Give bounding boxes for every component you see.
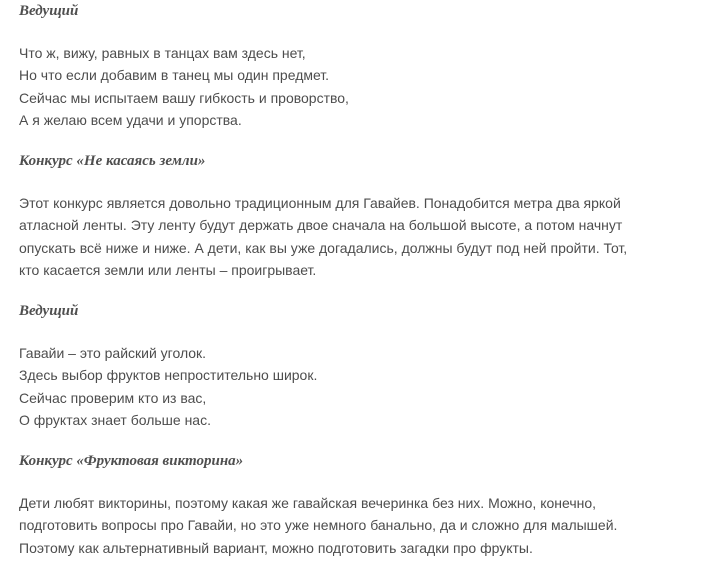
- paragraph-contest-quiz: [19, 492, 617, 559]
- paragraph-line: кто касается земли или ленты – проигрывает.: [19, 261, 317, 278]
- section-heading-host: Ведущий: [19, 3, 79, 19]
- paragraph-contest-ground: [19, 192, 627, 281]
- paragraph-line: Этот конкурс является довольно традиционным для Гавайев. Понадобится метра два яркой: [19, 195, 621, 211]
- paragraph-line: опускать всё ниже и ниже. А дети, как вы уже догадались, должны будут под ней пройти. Тот,: [19, 239, 628, 256]
- verse-host-intro: [19, 42, 349, 131]
- verse-line: Гавайи – это райский уголок.: [19, 345, 207, 361]
- paragraph-line: атласной ленты. Эту ленту будут держать двое сначала на большой высоте, а потом начнут: [19, 217, 623, 234]
- paragraph-line: подготовить вопросы про Гавайи, но это уже немного банально, да и сложно для малышей.: [19, 517, 618, 534]
- verse-line: А я желаю всем удачи и упорства.: [19, 111, 242, 128]
- verse-line: Сейчас проверим кто из вас,: [19, 389, 207, 406]
- verse-host-fruits: [19, 342, 317, 431]
- verse-line: Здесь выбор фруктов непростительно широк.: [19, 367, 318, 384]
- verse-line: О фруктах знает больше нас.: [19, 411, 211, 428]
- verse-line: Но что если добавим в танец мы один предмет.: [19, 67, 330, 84]
- verse-line: Сейчас мы испытаем вашу гибкость и проворство,: [19, 89, 349, 106]
- section-heading-contest-ground: Конкурс «Не касаясь земли»: [19, 153, 206, 169]
- section-heading-host-2: Ведущий: [19, 303, 79, 319]
- verse-line: Что ж, вижу, равных в танцах вам здесь нет,: [19, 45, 306, 61]
- paragraph-line: Поэтому как альтернативный вариант, можно подготовить загадки про фрукты.: [19, 539, 533, 556]
- section-heading-contest-quiz: Конкурс «Фруктовая викторина»: [19, 453, 244, 469]
- paragraph-line: Дети любят викторины, поэтому какая же гавайская вечеринка без них. Можно, конечно,: [19, 495, 597, 511]
